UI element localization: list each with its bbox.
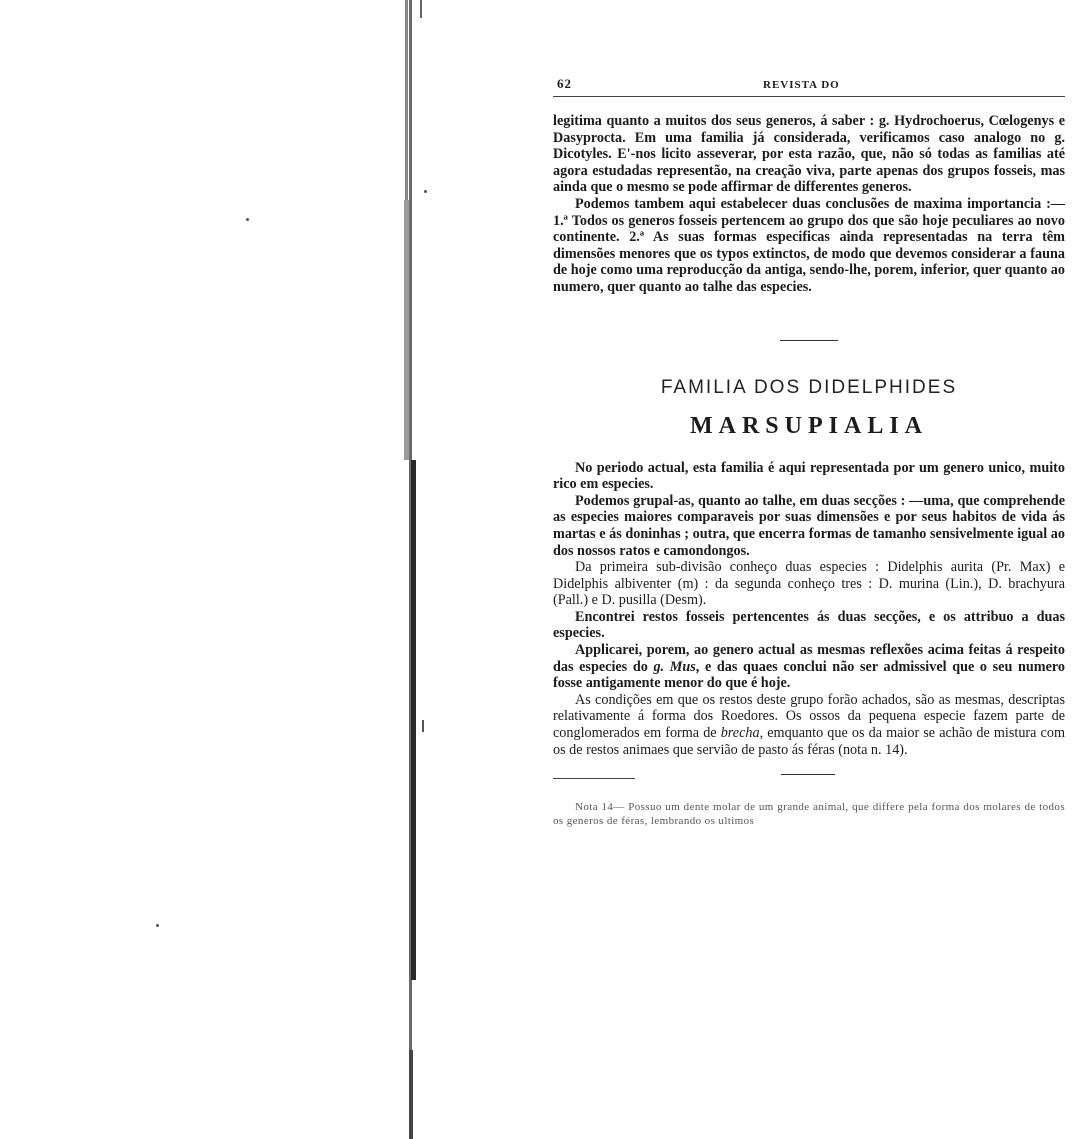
section-body-text bbox=[553, 460, 1065, 759]
section-subheading: MARSUPIALIA bbox=[689, 412, 928, 439]
footnote-rule bbox=[553, 778, 635, 779]
paragraph: Podemos grupal-as, quanto ao talhe, em duas secções : —uma, que comprehende as especies maiores comparaveis por suas dimensões e por seus habitos de vida ás martas e ás doninhas ; outra, que encerra formas de tamanho sensivelmente igual ao dos nossos ratos e camondongos. bbox=[553, 492, 1065, 559]
text-run: , e das quaes conclui não ser admissivel que o seu numero fosse antigamente menor do que é hoje. bbox=[553, 658, 1066, 692]
text-run: , emquanto que os da maior se achão de mistura com os de restos animaes que servião de pasto ás féras (nota n. 14). bbox=[553, 725, 1065, 758]
left-page-blank bbox=[0, 0, 540, 1139]
binding-edge-dark bbox=[411, 460, 416, 980]
footnote-separator bbox=[553, 772, 1065, 788]
running-header bbox=[553, 70, 1065, 92]
binding-shadow bbox=[405, 0, 408, 200]
paper-speck bbox=[424, 190, 427, 193]
binding-mark bbox=[422, 720, 424, 732]
paragraph: Da primeira sub-divisão conheço duas especies : Didelphis aurita (Pr. Max) e Didelphis albiventer (m) : da segunda conheço tres : D. murina (Lin.), D. brachyura (Pall.) e D. pusilla (Desm). bbox=[553, 559, 1065, 609]
paragraph bbox=[553, 692, 1065, 758]
paragraph: Encontrei restos fosseis pertencentes ás duas secções, e os attribuo a duas especies. bbox=[553, 608, 1065, 642]
emphasized-term: brecha bbox=[720, 725, 760, 742]
footnote: Nota 14— Possuo um dente molar de um grande animal, que differe pela forma dos molares de todos os generos de féras, lembrando os ultimos bbox=[553, 801, 1065, 828]
page-number: 62 bbox=[557, 76, 572, 91]
text-run: As condições em que os restos deste grupo forão achados, são as mesmas, descriptas relativamente á forma dos Roedores. Os ossos da pequena especie fazem parte de conglomerados em forma de bbox=[553, 691, 1065, 742]
paper-speck bbox=[156, 924, 159, 927]
section-divider bbox=[780, 340, 838, 341]
section-heading: FAMILIA DOS DIDELPHIDES bbox=[660, 376, 958, 398]
paragraph: legitima quanto a muitos dos seus generos, á saber : g. Hydrochoerus, Cœlogenys e Dasyprocta. Em uma familia já considerada, verificamos caso analogo no g. Dicotyles. E'-nos licito asseverar, por esta razão, que, não só todas as familias até agora estudadas representão, na creação viva, parte apenas dos grupos fosseis, mas ainda que o mesmo se pode affirmar de differentes generos. bbox=[553, 113, 1065, 196]
genus-name: g. Mus bbox=[653, 658, 696, 675]
end-divider bbox=[781, 774, 835, 775]
text-run: Applicarei, porem, ao genero actual as mesmas reflexões acima feitas á respeito das especies do bbox=[553, 642, 1065, 675]
body-text bbox=[553, 113, 1065, 296]
paper-speck bbox=[246, 218, 249, 221]
header-rule bbox=[553, 96, 1065, 97]
paragraph: Podemos tambem aqui estabelecer duas conclusões de maxima importancia :—1.ª Todos os generos fosseis pertencem ao grupo dos que são hoje peculiares ao novo continente. 2.ª As suas formas especificas ainda representadas na terra têm dimensões menores que os typos extinctos, de modo que devemos considerar a fauna de hoje como uma reproducção da antiga, sendo-lhe, porem, inferior, quer quanto ao numero, quer quanto ao talhe das especies. bbox=[553, 195, 1065, 295]
running-title: REVISTA DO bbox=[763, 79, 840, 91]
right-page bbox=[553, 70, 1065, 828]
paragraph: No periodo actual, esta familia é aqui representada por um genero unico, muito rico em especies. bbox=[553, 459, 1065, 493]
binding-edge-dark bbox=[409, 1050, 413, 1139]
paragraph bbox=[553, 642, 1065, 692]
binding-mark bbox=[420, 0, 422, 18]
